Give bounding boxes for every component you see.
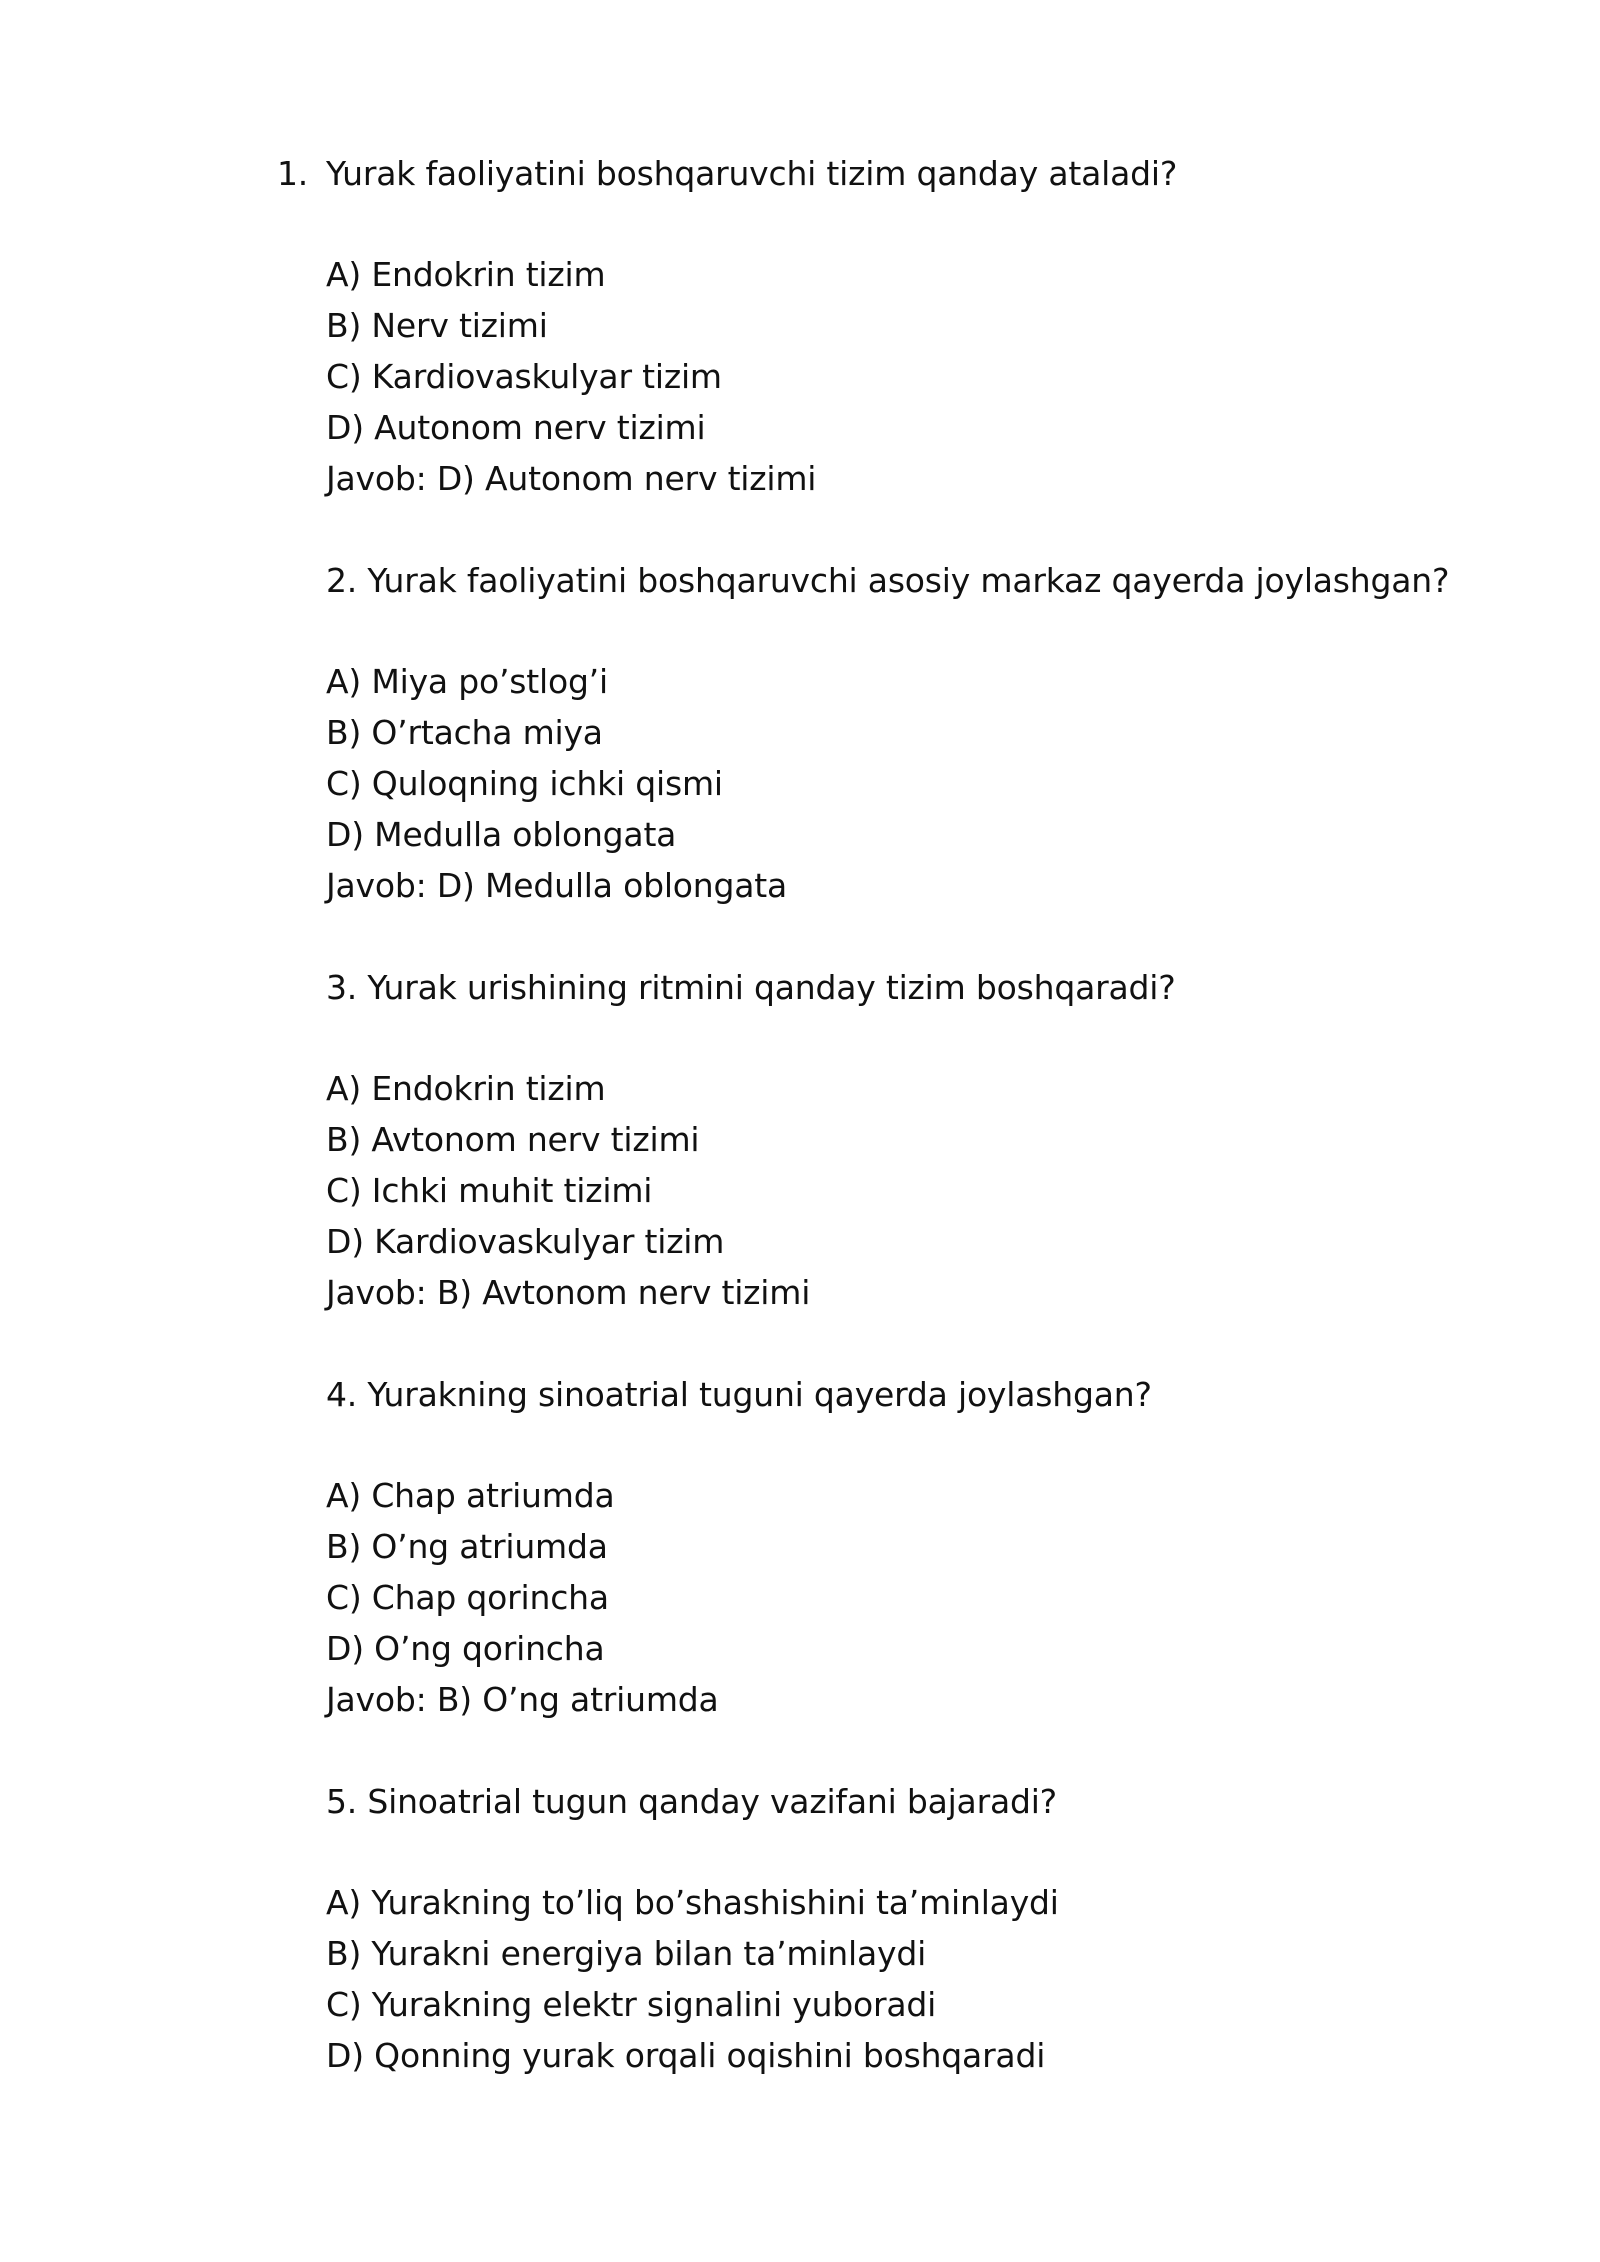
option-b: B) Yurakni energiya bilan ta’minlaydi	[326, 1934, 927, 1973]
option-d: D) Medulla oblongata	[326, 815, 677, 854]
option-c: C) Kardiovaskulyar tizim	[326, 357, 722, 396]
option-a: A) Endokrin tizim	[326, 1069, 606, 1108]
option-a: A) Yurakning to’liq bo’shashishini ta’minlaydi	[326, 1883, 1059, 1922]
question-text: 2. Yurak faoliyatini boshqaruvchi asosiy markaz qayerda joylashgan?	[326, 561, 1450, 600]
question-number: 1.	[277, 154, 309, 193]
option-d: D) Autonom nerv tizimi	[326, 408, 706, 447]
answer: Javob: D) Autonom nerv tizimi	[326, 459, 817, 498]
option-d: D) Kardiovaskulyar tizim	[326, 1222, 725, 1261]
option-b: B) Nerv tizimi	[326, 306, 548, 345]
option-a: A) Endokrin tizim	[326, 255, 606, 294]
option-c: C) Quloqning ichki qismi	[326, 764, 723, 803]
question-text: 4. Yurakning sinoatrial tuguni qayerda joylashgan?	[326, 1375, 1152, 1414]
option-d: D) O’ng qorincha	[326, 1629, 605, 1668]
option-d: D) Qonning yurak orqali oqishini boshqaradi	[326, 2036, 1046, 2075]
option-c: C) Ichki muhit tizimi	[326, 1171, 653, 1210]
option-b: B) O’rtacha miya	[326, 713, 603, 752]
answer: Javob: D) Medulla oblongata	[326, 866, 788, 905]
answer: Javob: B) O’ng atriumda	[326, 1680, 719, 1719]
question-text: 5. Sinoatrial tugun qanday vazifani bajaradi?	[326, 1782, 1058, 1821]
option-b: B) Avtonom nerv tizimi	[326, 1120, 700, 1159]
option-a: A) Miya po’stlog’i	[326, 662, 608, 701]
question-text: Yurak faoliyatini boshqaruvchi tizim qanday ataladi?	[326, 154, 1178, 193]
option-a: A) Chap atriumda	[326, 1476, 615, 1515]
option-c: C) Chap qorincha	[326, 1578, 609, 1617]
option-b: B) O’ng atriumda	[326, 1527, 608, 1566]
option-c: C) Yurakning elektr signalini yuboradi	[326, 1985, 937, 2024]
question-text: 3. Yurak urishining ritmini qanday tizim boshqaradi?	[326, 968, 1176, 1007]
answer: Javob: B) Avtonom nerv tizimi	[326, 1273, 811, 1312]
